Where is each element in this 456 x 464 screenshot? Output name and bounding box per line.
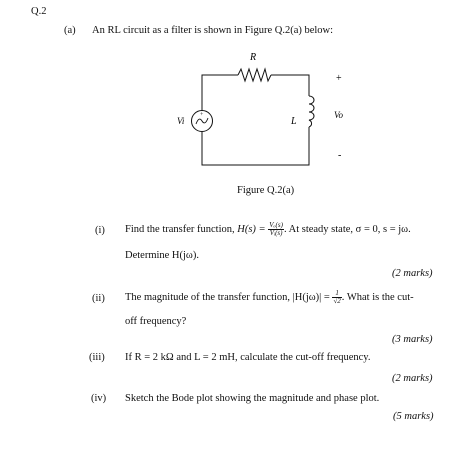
output-plus-label: + bbox=[336, 73, 342, 84]
inductor-label: L bbox=[291, 116, 297, 127]
resistor-symbol bbox=[238, 69, 271, 81]
item-label: (iii) bbox=[89, 352, 105, 363]
source-plus-label: + bbox=[200, 112, 204, 118]
item-label: (iv) bbox=[91, 393, 107, 404]
part-intro: An RL circuit as a filter is shown in Figure Q.2(a) below: bbox=[92, 25, 334, 36]
item-text: If R = 2 kΩ and L = 2 mH, calculate the cut-off frequency. bbox=[125, 352, 371, 363]
part-label: (a) bbox=[64, 25, 76, 36]
item-text-line2: Determine H(jω). bbox=[125, 250, 199, 261]
output-voltage-label: Vo bbox=[334, 110, 343, 120]
item-marks: (3 marks) bbox=[392, 334, 433, 345]
question-number: Q.2 bbox=[31, 6, 47, 17]
figure-caption: Figure Q.2(a) bbox=[237, 185, 295, 196]
item-text: Find the transfer function, H(s) = $\frac{\text{Vₒ(s)}}{\text{Vᵢ(s)}}$ . At steady state, σ = 0, s = jω. bbox=[125, 221, 411, 237]
rl-circuit-diagram bbox=[160, 40, 360, 180]
input-voltage-label: Vi bbox=[177, 116, 185, 126]
item-marks: (5 marks) bbox=[393, 411, 434, 422]
item-marks: (2 marks) bbox=[392, 268, 433, 279]
inductor-symbol bbox=[309, 96, 314, 127]
item-marks: (2 marks) bbox=[392, 373, 433, 384]
item-text: The magnitude of the transfer function, |H(jω)| = $\frac{1}{√2}$ . What is the cut- bbox=[125, 289, 414, 305]
item-label: (ii) bbox=[92, 293, 105, 304]
resistor-label: R bbox=[250, 52, 257, 63]
output-minus-label: - bbox=[338, 150, 342, 161]
item-text: Sketch the Bode plot showing the magnitude and phase plot. bbox=[125, 393, 380, 404]
item-text-line2: off frequency? bbox=[125, 316, 187, 327]
item-label: (i) bbox=[95, 225, 105, 236]
fraction: $\frac{\text{Vₒ(s)}}{\text{Vᵢ(s)}}$ bbox=[269, 221, 283, 237]
fraction: $\frac{1}{√2}$ bbox=[333, 289, 341, 305]
